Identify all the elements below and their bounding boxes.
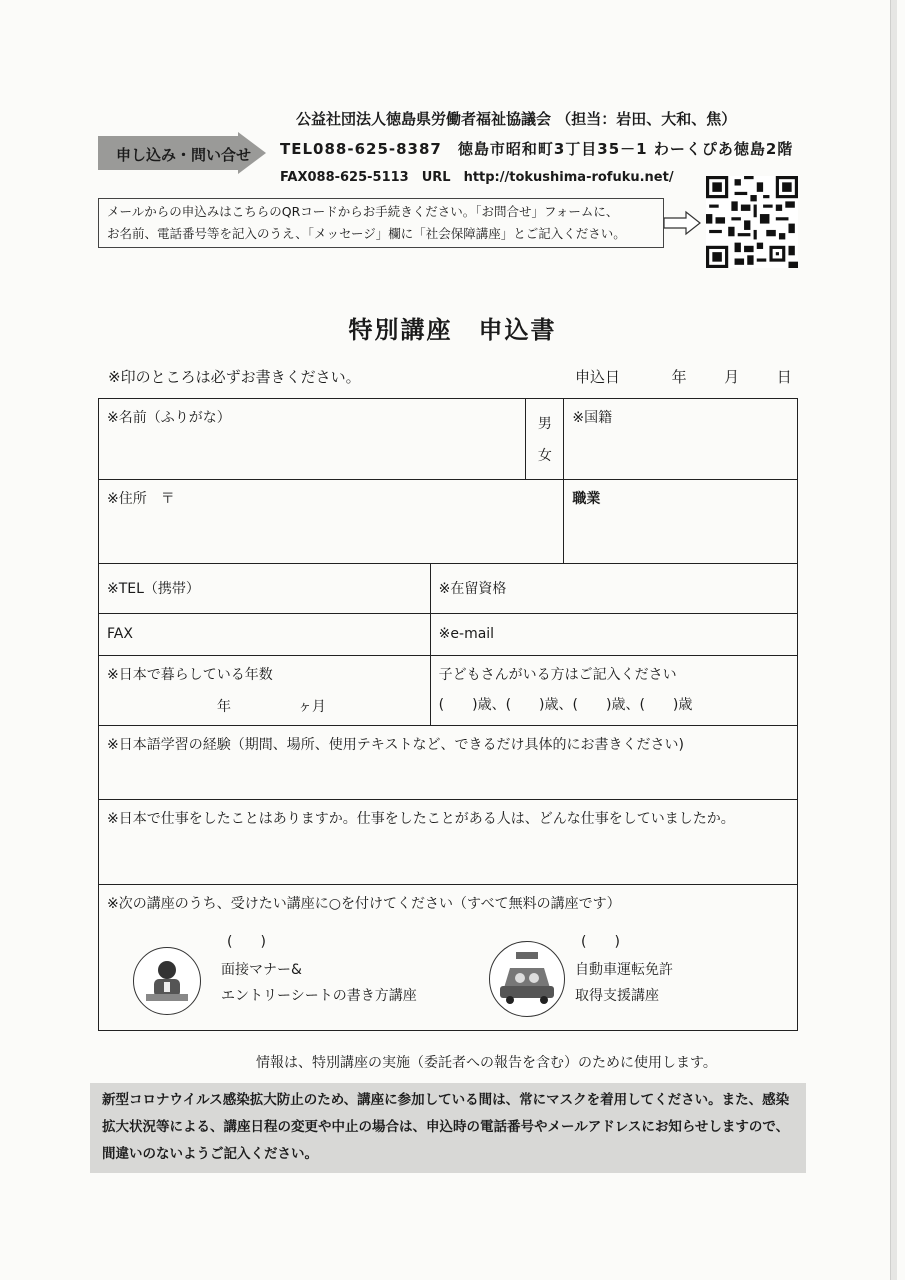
residence-label: ※在留資格 <box>438 581 507 597</box>
occupation-field[interactable] <box>564 480 798 564</box>
course-1-line1: 面接マナー& <box>221 962 302 978</box>
instruction-text: ※印のところは必ずお書きください。 <box>108 368 361 386</box>
course-2-checkbox[interactable]: ( ) <box>581 934 620 950</box>
children-ages[interactable]: ( )歳、( )歳、( )歳、( )歳 <box>438 697 693 713</box>
tel-label: ※TEL（携帯） <box>107 581 200 597</box>
notice-line-2: お名前、電話番号等を記入のうえ、「メッセージ」欄に「社会保障講座」とご記入ください。 <box>107 226 626 241</box>
contact-label: 申し込み・問い合せ <box>116 146 252 164</box>
interview-person-icon <box>133 947 201 1015</box>
gender-female[interactable]: 女 <box>537 448 552 464</box>
date-year: 年 <box>671 368 687 386</box>
years-label: ※日本で暮らしている年数 <box>107 667 273 683</box>
address-label: ※住所 〒 <box>107 491 175 507</box>
qr-code-icon[interactable] <box>706 176 798 268</box>
fax-label: FAX <box>107 626 133 642</box>
occupation-label: 職業 <box>572 491 601 507</box>
courses-prompt: ※次の講座のうち、受けたい講座に○を付けてください（すべて無料の講座です） <box>107 896 621 912</box>
name-label: ※名前（ふりがな） <box>107 410 231 426</box>
course-2-line2: 取得支援講座 <box>575 988 659 1004</box>
contact-arrow <box>98 132 268 174</box>
nationality-label: ※国籍 <box>572 410 613 426</box>
organization-line: 公益社団法人徳島県労働者福祉協議会 （担当：岩田、大和、焦） <box>296 110 737 128</box>
months-unit: ヶ月 <box>297 699 326 715</box>
address-field[interactable] <box>99 480 564 564</box>
email-label: ※e-mail <box>438 626 495 642</box>
fax-field[interactable] <box>99 614 431 656</box>
email-field[interactable] <box>430 614 797 656</box>
course-2-line1: 自動車運転免許 <box>575 962 673 978</box>
tel-address-line: TEL088-625-8387 徳島市昭和町3丁目35－1 わーくぴあ徳島2階 <box>280 140 794 158</box>
work-experience-label: ※日本で仕事をしたことはありますか。仕事をしたことがある人は、どんな仕事をしていましたか。 <box>107 811 735 827</box>
children-field[interactable] <box>430 656 797 726</box>
nationality-field[interactable] <box>564 399 798 480</box>
gender-field[interactable] <box>526 399 564 480</box>
course-1-line2: エントリーシートの書き方講座 <box>221 988 417 1004</box>
qr-notice-box <box>98 198 664 248</box>
years-in-japan-field[interactable] <box>99 656 431 726</box>
form-title: 特別講座 申込書 <box>348 316 557 344</box>
driving-car-icon <box>489 941 565 1017</box>
courses-field <box>99 885 798 1031</box>
application-date <box>575 366 792 387</box>
residence-field[interactable] <box>430 564 797 614</box>
page-edge <box>890 0 897 1280</box>
japanese-study-label: ※日本語学習の経験（期間、場所、使用テキストなど、できるだけ具体的にお書きください) <box>107 737 684 753</box>
gender-male[interactable]: 男 <box>537 416 552 432</box>
course-1-checkbox[interactable]: ( ) <box>227 934 266 950</box>
application-form <box>98 398 798 1031</box>
course-2[interactable] <box>575 931 673 1005</box>
course-1[interactable] <box>221 931 417 1005</box>
japanese-study-field[interactable] <box>99 726 798 800</box>
date-month: 月 <box>724 368 740 386</box>
date-label: 申込日 <box>575 368 621 386</box>
tel-field[interactable] <box>99 564 431 614</box>
years-unit: 年 <box>217 699 231 715</box>
notice-arrow-icon <box>664 210 702 236</box>
fax-url-line: FAX088-625-5113 URL http://tokushima-rofuku.net/ <box>280 170 674 185</box>
covid-notice: 新型コロナウイルス感染拡大防止のため、講座に参加している間は、常にマスクを着用してください。また、感染拡大状況等による、講座日程の変更や中止の場合は、申込時の電話番号やメールアドレスにお知らせしますので、間違いのないようご記入ください。 <box>90 1083 806 1173</box>
date-day: 日 <box>776 368 792 386</box>
children-label: 子どもさんがいる方はご記入ください <box>438 667 677 683</box>
name-field[interactable] <box>99 399 526 480</box>
work-experience-field[interactable] <box>99 800 798 885</box>
notice-line-1: メールからの申込みはこちらのQRコードからお手続きください。「お問合せ」フォームに、 <box>107 204 619 219</box>
privacy-notice: 情報は、特別講座の実施（委託者への報告を含む）のために使用します。 <box>256 1055 717 1071</box>
